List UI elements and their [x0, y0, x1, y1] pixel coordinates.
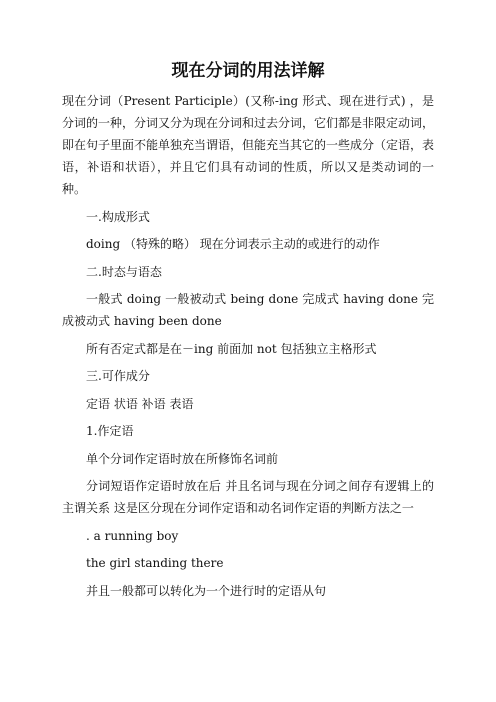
- paragraph-negative-form: 所有否定式都是在－ing 前面加 not 包括独立主格形式: [86, 341, 377, 356]
- section-heading-tense-voice: 二.时态与语态: [86, 264, 162, 279]
- example-running-boy: . a running boy: [86, 528, 179, 543]
- example-girl-standing: the girl standing there: [86, 556, 224, 570]
- document-title: 现在分词的用法详解: [171, 61, 325, 81]
- section-heading-form: 一.构成形式: [86, 209, 150, 224]
- document-body: [62, 90, 434, 607]
- paragraph-participle-phrase: 分词短语作定语时放在后 并且名词与现在分词之间存有逻辑上的主谓关系 这是区分现在分词作定语和动名词作定语的判断方法之一: [62, 479, 434, 515]
- paragraph-tense-forms: 一般式 doing 一般被动式 being done 完成式 having done 完成被动式 having been done: [62, 292, 434, 328]
- paragraph-form-detail: doing （特殊的略） 现在分词表示主动的或进行的动作: [86, 237, 380, 251]
- paragraph-single-participle: 单个分词作定语时放在所修饰名词前: [86, 451, 279, 466]
- section-heading-functions: 三.可作成分: [86, 369, 150, 383]
- intro-paragraph: 现在分词（Present Participle）(又称-ing 形式、现在进行式) ，是分词的一种，分词又分为现在分词和过去分词，它们都是非限定动词，即在句子里面不能单独充当谓语，但能充当其它的一些成分（定语，表语，补语和状语），并且它们具有动词的性质，所以又是类动词的一种。: [62, 94, 435, 196]
- paragraph-clause-conversion: 并且一般都可以转化为一个进行时的定语从句: [86, 583, 327, 598]
- paragraph-functions-list: 定语 状语 补语 表语: [86, 396, 194, 411]
- subsection-heading-attributive: 1.作定语: [86, 424, 134, 438]
